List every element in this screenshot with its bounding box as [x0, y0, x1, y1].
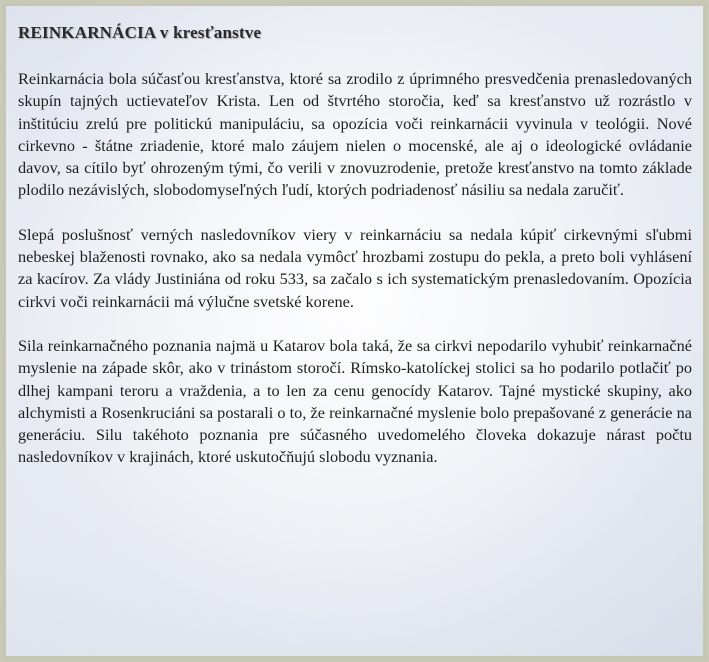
paragraph-2: Slepá poslušnosť verných nasledovníkov viery v reinkarnáciu sa nedala kúpiť cirkevnými sľubmi nebeskej blaženosti rovnako, ako sa nedala vymôcť hrozbami zostupu do pekla, a preto boli vyhlásení za kacírov. Za vlády Justiniána od roku 533, sa začalo s ich systematickým prenasledovaním. Opozícia cirkvi voči reinkarnácii má výlučne svetské korene. — [18, 224, 692, 311]
text-panel — [6, 6, 703, 656]
document-frame — [3, 3, 706, 659]
paragraph-1: Reinkarnácia bola súčasťou kresťanstva, ktoré sa zrodilo z úprimného presvedčenia prenasledovaných skupín tajných uctievateľov Krista. Len od štvrtého storočia, keď sa kresťanstvo už rozrástlo v inštitúciu zrelú pre politickú manipuláciu, sa opozícia voči reinkarnácii vyvinula v teológii. Nové cirkevno - štátne zriadenie, ktoré malo záujem nielen o mocenské, ale aj o ideologické ovládanie davov, sa cítilo byť ohrozeným tými, čo verili v znovuzrodenie, pretože kresťanstvo na tomto základe plodilo nezávislých, slobodomyseľných ľudí, ktorých podriadenosť násiliu sa nedala zaručiť. — [18, 69, 692, 200]
paragraph-3: Sila reinkarnačného poznania najmä u Katarov bola taká, že sa cirkvi nepodarilo vyhubiť reinkarnačné myslenie na západe skôr, ako v trinástom storočí. Rímsko-katolíckej stolici sa ho podarilo potlačiť po dlhej kampani teroru a vraždenia, a to len za cenu genocídy Katarov. Tajné mystické skupiny, ako alchymisti a Rosenkruciáni sa postarali o to, že reinkarnačné myslenie bolo prepašované z generácie na generáciu. Silu takéhoto poznania pre súčasného uvedomelého človeka dokazuje nárast počtu nasledovníkov v krajinách, ktoré uskutočňujú slobodu vyznania. — [18, 335, 692, 467]
document-title: REINKARNÁCIA v kresťanstve — [18, 23, 262, 42]
